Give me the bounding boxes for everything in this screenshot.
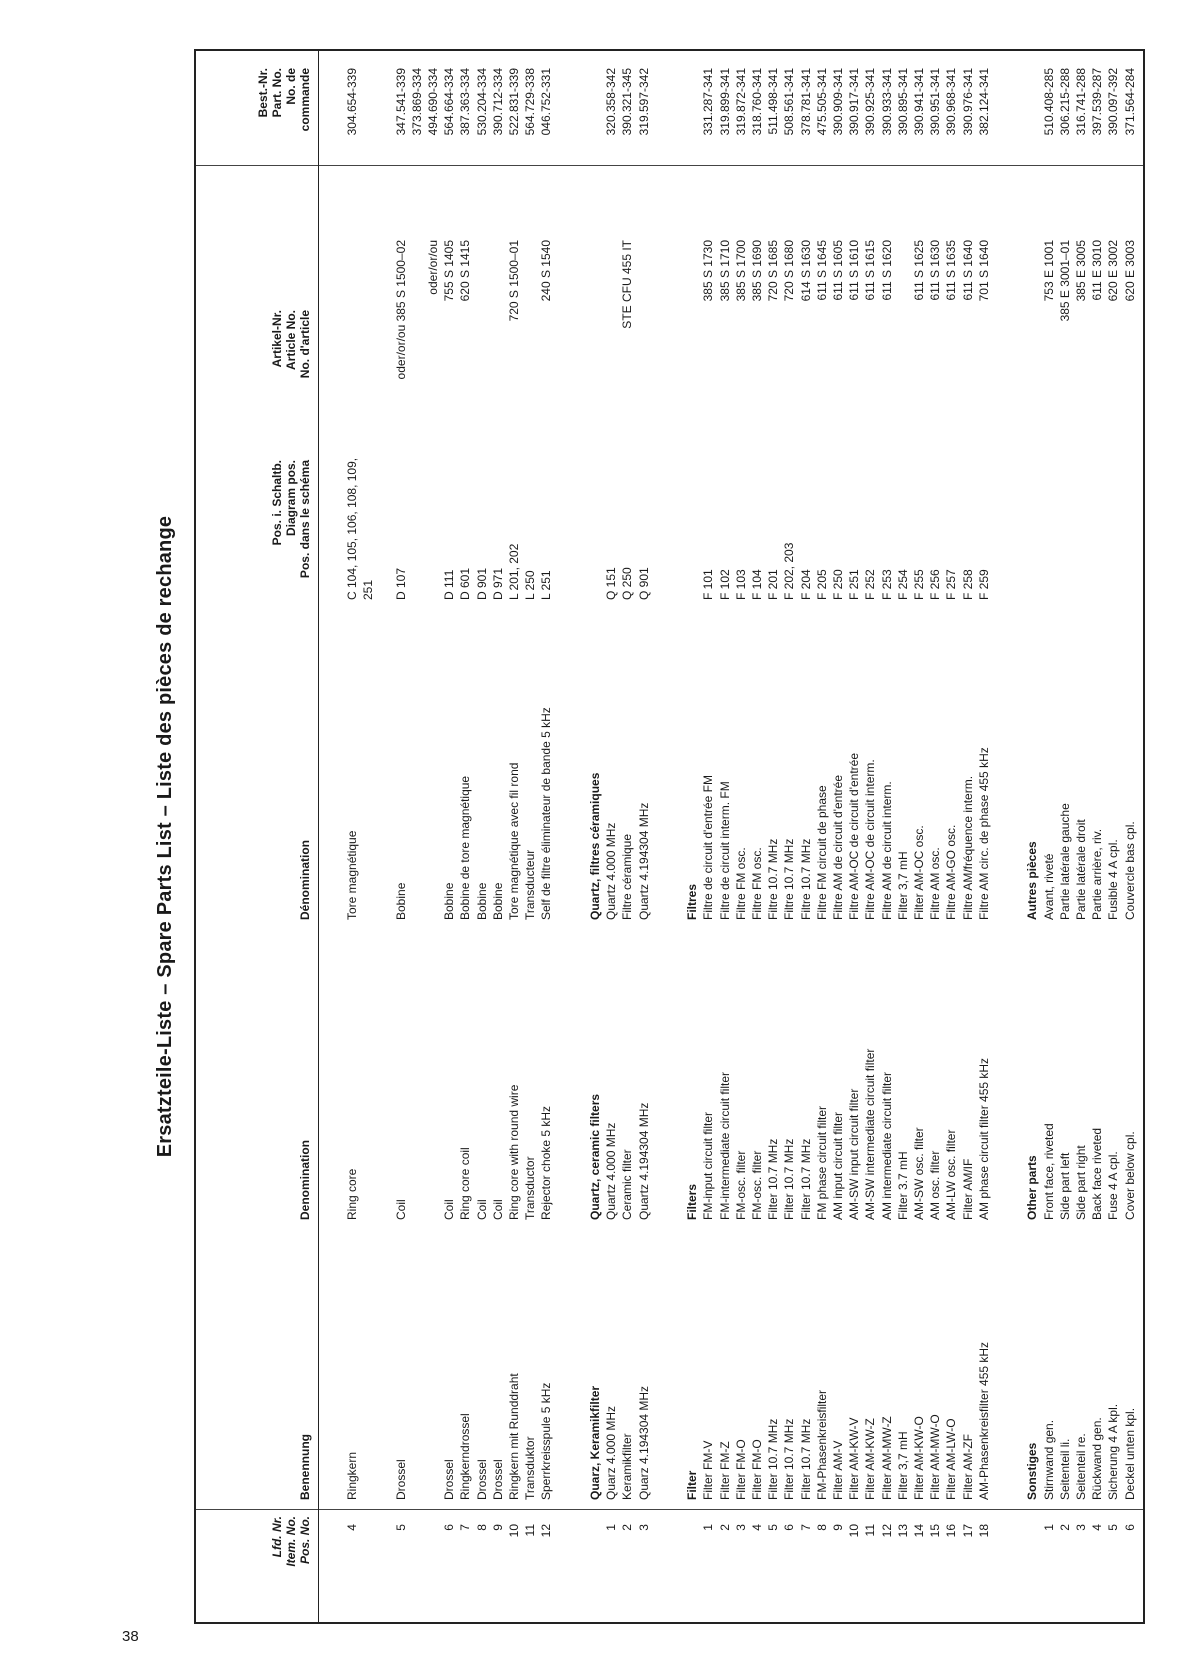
cell-part-no: 390.321-345 — [620, 68, 635, 136]
cell-benennung: Filter 3,7 mH — [895, 1431, 910, 1500]
cell-denomination-fr: Filtre 10.7 MHz — [782, 838, 797, 920]
cell-item-no: 5 — [1106, 1524, 1121, 1531]
cell-part-no: 390.097-392 — [1106, 68, 1121, 136]
cell-denomination-en: Filter 10.7 MHz — [766, 1138, 781, 1220]
header-item-no-de: Lfd. Nr. — [270, 1516, 284, 1558]
cell-diagram-pos: F 252 — [863, 569, 878, 600]
cell-denomination-fr: Filtre AM/fréquence interm. — [960, 775, 975, 920]
cell-denomination-en: Coil — [490, 1199, 505, 1220]
cell-benennung: Transduktor — [523, 1436, 538, 1500]
cell-article-no: 720 S 1680 — [782, 240, 797, 302]
cell-diagram-pos: F 204 — [798, 569, 813, 600]
cell-benennung: Drossel — [442, 1459, 457, 1500]
cell-diagram-pos: F 202, 203 — [782, 542, 797, 600]
cell-denomination-fr: Quartz, filtres céramiques — [588, 772, 602, 920]
cell-denomination-en: Other parts — [1025, 1155, 1040, 1220]
header-article-no-de: Artikel-Nr. — [270, 310, 284, 368]
cell-part-no: 390.895-341 — [895, 68, 910, 136]
cell-denomination-en: AM-SW input circuit filter — [847, 1088, 862, 1220]
cell-denomination-fr: Filtre AM de circuit d'entrée — [831, 774, 845, 920]
cell-item-no: 18 — [976, 1524, 991, 1538]
cell-denomination-fr: Filtre 10.7 MHz — [766, 838, 781, 920]
cell-benennung: Drossel — [393, 1459, 408, 1500]
cell-part-no: 390.976-341 — [960, 68, 975, 136]
cell-benennung: Ringkern — [345, 1451, 359, 1500]
cell-part-no: 304.654-339 — [345, 68, 359, 136]
cell-benennung: Quarz 4.194304 MHz — [636, 1385, 651, 1500]
cell-denomination-fr: Self de filtre éliminateur de bande 5 kHz — [539, 707, 554, 920]
cell-denomination-en: Side part right — [1074, 1145, 1088, 1220]
header-diagram-pos-en: Diagram pos. — [284, 460, 298, 537]
cell-benennung: Keramikfilter — [620, 1433, 635, 1500]
cell-benennung: Filter FM-O — [733, 1439, 748, 1500]
header-part-no-fr-2: commande — [298, 68, 312, 132]
cell-part-no: 373.869-334 — [409, 68, 424, 136]
cell-item-no: 15 — [928, 1524, 943, 1538]
cell-denomination-en: Coil — [393, 1199, 408, 1220]
cell-denomination-en: FM-osc. filter — [750, 1150, 764, 1220]
cell-part-no: 390.712-334 — [490, 68, 505, 136]
cell-item-no: 1 — [1041, 1524, 1056, 1531]
cell-item-no: 9 — [831, 1524, 845, 1531]
cell-denomination-fr: Filtre AM osc. — [928, 847, 943, 920]
cell-item-no: 12 — [879, 1524, 894, 1538]
cell-article-no: 611 S 1625 — [912, 240, 926, 301]
cell-denomination-en: Coil — [474, 1199, 489, 1220]
cell-denomination-en: Back face riveted — [1090, 1127, 1105, 1220]
cell-part-no: 564.664-334 — [442, 68, 457, 136]
cell-denomination-fr: Quartz 4.194304 MHz — [636, 802, 651, 920]
cell-item-no: 6 — [782, 1524, 797, 1531]
cell-denomination-en: Ring core with round wire — [507, 1084, 521, 1220]
cell-benennung: Rückwand gen. — [1090, 1417, 1105, 1500]
cell-benennung: Seitenteil li. — [1057, 1438, 1072, 1500]
cell-denomination-fr: Autres pièces — [1025, 841, 1040, 920]
cell-article-no: 611 S 1645 — [814, 240, 829, 301]
cell-denomination-fr: Filtre FM osc. — [733, 847, 748, 920]
cell-item-no: 3 — [636, 1524, 651, 1531]
cell-article-no: 611 S 1640 — [960, 240, 975, 301]
cell-item-no: 1 — [604, 1524, 619, 1531]
cell-article-no: oder/or/ou — [426, 240, 440, 295]
cell-denomination-en: Cover below cpl. — [1122, 1131, 1137, 1220]
cell-item-no: 2 — [717, 1524, 732, 1531]
cell-denomination-fr: Filtre céramique — [620, 833, 635, 920]
cell-benennung: Ringkern mit Runddraht — [507, 1373, 521, 1500]
cell-denomination-fr: Filtre AM-OC de circuit d'entrée — [847, 752, 862, 920]
cell-part-no: 378.781-341 — [798, 68, 813, 136]
cell-article-no: 620 S 1415 — [458, 240, 473, 302]
cell-benennung: Filter AM-MW-O — [928, 1414, 943, 1500]
cell-denomination-en: AM osc. filter — [928, 1150, 943, 1220]
cell-denomination-fr: Avant, riveté — [1041, 853, 1056, 920]
cell-item-no: 13 — [895, 1524, 910, 1538]
header-diagram-pos — [208, 460, 320, 600]
cell-diagram-pos: F 254 — [895, 569, 910, 600]
cell-item-no: 12 — [539, 1524, 554, 1538]
cell-part-no: 390.917-341 — [847, 68, 862, 136]
cell-article-no: 611 S 1615 — [863, 240, 878, 301]
cell-benennung: Filter AM-MW-Z — [879, 1416, 894, 1500]
cell-benennung: Filter FM-O — [750, 1439, 764, 1500]
cell-denomination-en: Rejector choke 5 kHz — [539, 1105, 554, 1220]
cell-denomination-en: FM-input circuit filter — [701, 1111, 716, 1220]
cell-item-no: 10 — [507, 1524, 521, 1538]
cell-diagram-pos: Q 901 — [636, 567, 651, 600]
cell-part-no: 475.505-341 — [814, 68, 829, 136]
cell-diagram-pos: F 251 — [847, 569, 862, 600]
cell-denomination-fr: Tore magnétique — [345, 830, 359, 920]
cell-benennung: Filter AM-V — [831, 1440, 845, 1500]
cell-item-no: 7 — [798, 1524, 813, 1531]
cell-part-no: 320.358-342 — [604, 68, 619, 136]
cell-part-no: 390.909-341 — [831, 68, 845, 136]
cell-article-no: 240 S 1540 — [539, 240, 554, 302]
cell-part-no: 510.408-285 — [1041, 68, 1056, 136]
page-title: Ersatzteile-Liste – Spare Parts List – Liste des pièces de rechange — [154, 515, 176, 1158]
cell-item-no: 17 — [960, 1524, 975, 1538]
cell-denomination-fr: Transducteur — [523, 849, 538, 920]
cell-item-no: 14 — [912, 1524, 926, 1538]
cell-denomination-fr: Bobine — [393, 882, 408, 920]
cell-denomination-fr: Filtre FM osc. — [750, 847, 764, 920]
cell-part-no: 397.539-287 — [1090, 68, 1105, 136]
header-article-no-en: Article No. — [284, 310, 298, 371]
cell-denomination-fr: Filter AM-OC osc. — [912, 825, 926, 920]
column-divider — [196, 165, 1143, 166]
cell-denomination-fr: Bobine de tore magnétique — [458, 775, 473, 920]
cell-diagram-pos: F 101 — [701, 569, 716, 600]
cell-benennung: Sperrkreisspule 5 kHz — [539, 1382, 554, 1500]
cell-benennung: Filter 10.7 MHz — [798, 1418, 813, 1500]
cell-denomination-en: FM phase circuit filter — [814, 1105, 829, 1220]
cell-article-no: 385 S 1730 — [701, 240, 716, 302]
cell-diagram-pos: F 255 — [912, 569, 926, 600]
cell-item-no: 2 — [1057, 1524, 1072, 1531]
cell-benennung: Filter AM-KW-O — [912, 1416, 926, 1500]
cell-item-no: 6 — [1122, 1524, 1137, 1531]
cell-article-no: 385 E 3005 — [1074, 240, 1088, 302]
cell-denomination-fr: Couvercle bas cpl. — [1122, 821, 1137, 920]
cell-benennung: Filter 10.7 MHz — [782, 1418, 797, 1500]
cell-article-no: oder/or/ou 385 S 1500–02 — [393, 240, 408, 380]
cell-item-no: 3 — [733, 1524, 748, 1531]
cell-part-no: 390.951-341 — [928, 68, 943, 136]
cell-denomination-en: Filter AM/IF — [960, 1158, 975, 1220]
cell-denomination-fr: Filtre AM circ. de phase 455 kHz — [976, 747, 991, 920]
cell-item-no: 8 — [474, 1524, 489, 1531]
header-part-no — [208, 68, 320, 166]
header-benennung: Benennung — [298, 1434, 312, 1500]
cell-denomination-en: Transductor — [523, 1156, 538, 1220]
cell-part-no: 382.124-341 — [976, 68, 991, 136]
cell-diagram-pos: F 104 — [750, 569, 764, 600]
cell-denomination-en: AM intermediate circuit filter — [879, 1071, 894, 1220]
cell-diagram-pos: F 257 — [944, 569, 959, 600]
cell-denomination-en: AM-SW intermediate circuit filter — [863, 1048, 878, 1220]
cell-denomination-en: FM-intermediate circuit filter — [717, 1071, 732, 1220]
cell-denomination-fr: Tore magnétique avec fil rond — [507, 762, 521, 920]
cell-benennung: Seitenteil re. — [1074, 1433, 1088, 1500]
cell-part-no: 390.925-341 — [863, 68, 878, 136]
cell-part-no: 522.831-339 — [507, 68, 521, 136]
cell-article-no: 611 S 1620 — [879, 240, 894, 301]
header-separator — [318, 51, 319, 1622]
cell-part-no: 331.287-341 — [701, 68, 716, 136]
cell-diagram-pos: D 601 — [458, 567, 473, 600]
cell-denomination-en: Fuse 4 A cpl. — [1106, 1151, 1121, 1220]
cell-denomination-en: AM-LW osc. filter — [944, 1129, 959, 1220]
cell-part-no: 508.561-341 — [782, 68, 797, 136]
cell-diagram-pos: Q 250 — [620, 567, 635, 600]
cell-part-no: 530.204-334 — [474, 68, 489, 136]
cell-denomination-en: Filters — [685, 1183, 700, 1220]
cell-denomination-en: AM-SW osc. filter — [912, 1127, 926, 1220]
cell-diagram-pos: 251 — [361, 579, 376, 600]
cell-benennung: Filter AM-LW-O — [944, 1418, 959, 1500]
cell-benennung: Drossel — [490, 1459, 505, 1500]
cell-part-no: 046.752-331 — [539, 68, 554, 136]
cell-diagram-pos: F 258 — [960, 569, 975, 600]
cell-part-no: 390.941-341 — [912, 68, 926, 136]
cell-item-no: 8 — [814, 1524, 829, 1531]
cell-denomination-fr: Filtre de circuit d'entrée FM — [701, 774, 716, 920]
cell-denomination-en: Coil — [442, 1199, 457, 1220]
cell-part-no: 371.564-284 — [1122, 68, 1137, 136]
cell-part-no: 390.968-341 — [944, 68, 959, 136]
cell-denomination-fr: Filtre de circuit interm. FM — [717, 781, 732, 920]
cell-article-no: 620 E 3002 — [1106, 240, 1121, 302]
parts-table — [194, 49, 1145, 1624]
cell-item-no: 3 — [1074, 1524, 1088, 1531]
cell-part-no: 318.760-341 — [750, 68, 764, 136]
page-number: 38 — [122, 1628, 139, 1645]
cell-denomination-fr: Filtre FM circuit de phase — [814, 785, 829, 920]
cell-diagram-pos: F 102 — [717, 569, 732, 600]
cell-item-no: 5 — [393, 1524, 408, 1531]
cell-article-no: 614 S 1630 — [798, 240, 813, 302]
header-article-no — [208, 310, 320, 422]
cell-part-no: 511.498-341 — [766, 68, 781, 135]
cell-denomination-en: Filter 3.7 mH — [895, 1151, 910, 1220]
header-diagram-pos-fr: Pos. dans le schéma — [298, 460, 312, 579]
cell-benennung: Sicherung 4 A kpl. — [1106, 1403, 1121, 1500]
header-part-no-en: Part. No. — [270, 68, 284, 118]
cell-part-no: 564.729-338 — [523, 68, 538, 136]
cell-denomination-fr: Fusible 4 A cpl. — [1106, 839, 1121, 920]
cell-article-no: 385 E 3001–01 — [1057, 240, 1072, 322]
cell-article-no: 701 S 1640 — [976, 240, 991, 302]
cell-article-no: 755 S 1405 — [442, 240, 457, 302]
cell-article-no: 611 E 3010 — [1090, 240, 1105, 301]
header-part-no-de: Best.-Nr. — [256, 68, 270, 118]
cell-item-no: 6 — [442, 1524, 457, 1531]
cell-benennung: Filter FM-Z — [717, 1441, 732, 1500]
cell-part-no: 319.899-341 — [717, 68, 732, 136]
cell-benennung: AM-Phasenkreisfilter 455 kHz — [976, 1341, 991, 1500]
cell-denomination-en: Ring core coil — [458, 1147, 473, 1220]
cell-item-no: 11 — [523, 1524, 538, 1537]
cell-denomination-fr: Filtres — [685, 883, 700, 920]
header-article-no-fr: No. d'article — [298, 310, 312, 379]
cell-benennung: FM-Phasenkreisfilter — [814, 1389, 829, 1500]
cell-diagram-pos: D 107 — [393, 567, 408, 600]
cell-item-no: 4 — [750, 1524, 764, 1531]
cell-denomination-en: Quartz, ceramic filters — [588, 1093, 602, 1220]
cell-article-no: 385 S 1700 — [733, 240, 748, 302]
header-diagram-pos-de: Pos. i. Schaltb. — [270, 460, 284, 546]
cell-item-no: 2 — [620, 1524, 635, 1531]
cell-diagram-pos: F 103 — [733, 569, 748, 600]
header-denomination-fr: Dénomination — [298, 840, 312, 920]
cell-item-no: 9 — [490, 1524, 505, 1531]
cell-diagram-pos: D 111 — [442, 569, 457, 600]
cell-benennung: Stirnwand gen. — [1041, 1419, 1056, 1500]
cell-article-no: 753 E 1001 — [1041, 240, 1056, 302]
cell-denomination-fr: Bobine — [474, 882, 489, 920]
cell-diagram-pos: F 256 — [928, 569, 943, 600]
cell-benennung: Sonstiges — [1025, 1442, 1040, 1500]
cell-diagram-pos: L 201, 202 — [507, 543, 521, 600]
cell-diagram-pos: D 901 — [474, 567, 489, 600]
column-divider — [196, 1509, 1143, 1510]
cell-article-no: STE CFU 455 IT — [620, 240, 635, 329]
cell-denomination-en: Filter 10.7 MHz — [782, 1138, 797, 1220]
cell-denomination-en: Side part left — [1057, 1152, 1072, 1220]
cell-item-no: 10 — [847, 1524, 862, 1538]
cell-article-no: 620 E 3003 — [1122, 240, 1137, 302]
cell-item-no: 1 — [701, 1524, 716, 1531]
cell-denomination-en: AM phase circuit filter 455 kHz — [976, 1057, 991, 1220]
cell-part-no: 494.690-334 — [426, 68, 440, 136]
cell-part-no: 319.872-341 — [733, 68, 748, 136]
cell-diagram-pos: Q 151 — [604, 567, 619, 600]
cell-denomination-fr: Partie latérale droit — [1074, 819, 1088, 920]
cell-denomination-fr: Partie latérale gauche — [1057, 803, 1072, 920]
cell-diagram-pos: L 251 — [539, 570, 554, 600]
cell-denomination-fr: Filtre AM-GO osc. — [944, 824, 959, 920]
cell-article-no: 611 S 1630 — [928, 240, 943, 301]
header-item-no-en: Item. No. — [284, 1516, 298, 1567]
cell-benennung: Filter FM-V — [701, 1440, 716, 1500]
cell-denomination-fr: Bobine — [490, 882, 505, 920]
cell-article-no: 720 S 1500–01 — [507, 240, 521, 322]
cell-denomination-fr: Filter 3,7 mH — [895, 851, 910, 920]
cell-denomination-fr: Filtre 10.7 MHz — [798, 838, 813, 920]
cell-article-no: 611 S 1610 — [847, 240, 862, 301]
cell-benennung: Drossel — [474, 1459, 489, 1500]
cell-item-no: 4 — [345, 1524, 359, 1531]
cell-part-no: 387.363-334 — [458, 68, 473, 136]
cell-denomination-en: Ceramic filter — [620, 1149, 635, 1220]
cell-article-no: 385 S 1690 — [750, 240, 764, 302]
cell-benennung: Deckel unten kpl. — [1122, 1407, 1137, 1500]
cell-part-no: 306.215-288 — [1057, 68, 1072, 136]
cell-benennung: Ringkerndrossel — [458, 1413, 473, 1500]
cell-part-no: 319.597-342 — [636, 68, 651, 136]
cell-denomination-fr: Quartz 4.000 MHz — [604, 822, 619, 920]
cell-article-no: 611 S 1605 — [831, 240, 845, 301]
cell-denomination-en: Ring core — [345, 1168, 359, 1220]
cell-diagram-pos: C 104, 105, 106, 108, 109, — [345, 457, 359, 600]
cell-item-no: 4 — [1090, 1524, 1105, 1531]
cell-denomination-fr: Filtre AM de circuit interm. — [879, 781, 894, 920]
cell-benennung: Filter 10.7 MHz — [766, 1418, 781, 1500]
cell-diagram-pos: F 201 — [766, 569, 781, 600]
header-item-no-fr: Pos. No. — [298, 1516, 312, 1565]
cell-article-no: 611 S 1635 — [944, 240, 959, 301]
cell-diagram-pos: F 205 — [814, 569, 829, 600]
cell-article-no: 720 S 1685 — [766, 240, 781, 302]
cell-part-no: 390.933-341 — [879, 68, 894, 136]
cell-denomination-fr: Bobine — [442, 882, 457, 920]
cell-denomination-fr: Partie arrière, riv. — [1090, 828, 1105, 920]
cell-benennung: Quarz, Keramikfilter — [588, 1385, 602, 1500]
cell-diagram-pos: F 259 — [976, 569, 991, 600]
cell-item-no: 11 — [863, 1524, 878, 1537]
rotated-parts-sheet — [136, 49, 1147, 1624]
cell-denomination-en: Quartz 4.000 MHz — [604, 1122, 619, 1220]
cell-item-no: 5 — [766, 1524, 781, 1531]
cell-denomination-en: Quartz 4.194304 MHz — [636, 1102, 651, 1220]
cell-benennung: Quarz 4.000 MHz — [604, 1405, 619, 1500]
cell-benennung: Filter AM-ZF — [960, 1434, 975, 1500]
header-part-no-fr: No. de — [284, 68, 298, 105]
cell-denomination-en: FM-osc. filter — [733, 1150, 748, 1220]
cell-benennung: Filter AM-KW-Z — [863, 1418, 878, 1500]
header-denomination-en: Denomination — [298, 1140, 312, 1220]
cell-diagram-pos: L 250 — [523, 570, 538, 600]
cell-diagram-pos: D 971 — [490, 567, 505, 600]
cell-denomination-en: Filter 10.7 MHz — [798, 1138, 813, 1220]
cell-diagram-pos: F 253 — [879, 569, 894, 600]
cell-part-no: 316.741-288 — [1074, 68, 1088, 136]
cell-article-no: 385 S 1710 — [717, 240, 732, 302]
cell-denomination-en: Front face, riveted — [1041, 1123, 1056, 1220]
cell-benennung: Filter AM-KW-V — [847, 1417, 862, 1500]
cell-diagram-pos: F 250 — [831, 569, 845, 600]
cell-denomination-fr: Filtre AM-OC de circuit interm. — [863, 759, 878, 920]
cell-part-no: 347.541-339 — [393, 68, 408, 136]
cell-benennung: Filter — [685, 1470, 700, 1500]
cell-denomination-en: AM input circuit filter — [831, 1111, 845, 1220]
cell-item-no: 16 — [944, 1524, 959, 1538]
cell-item-no: 7 — [458, 1524, 473, 1531]
header-item-no — [208, 1516, 320, 1602]
